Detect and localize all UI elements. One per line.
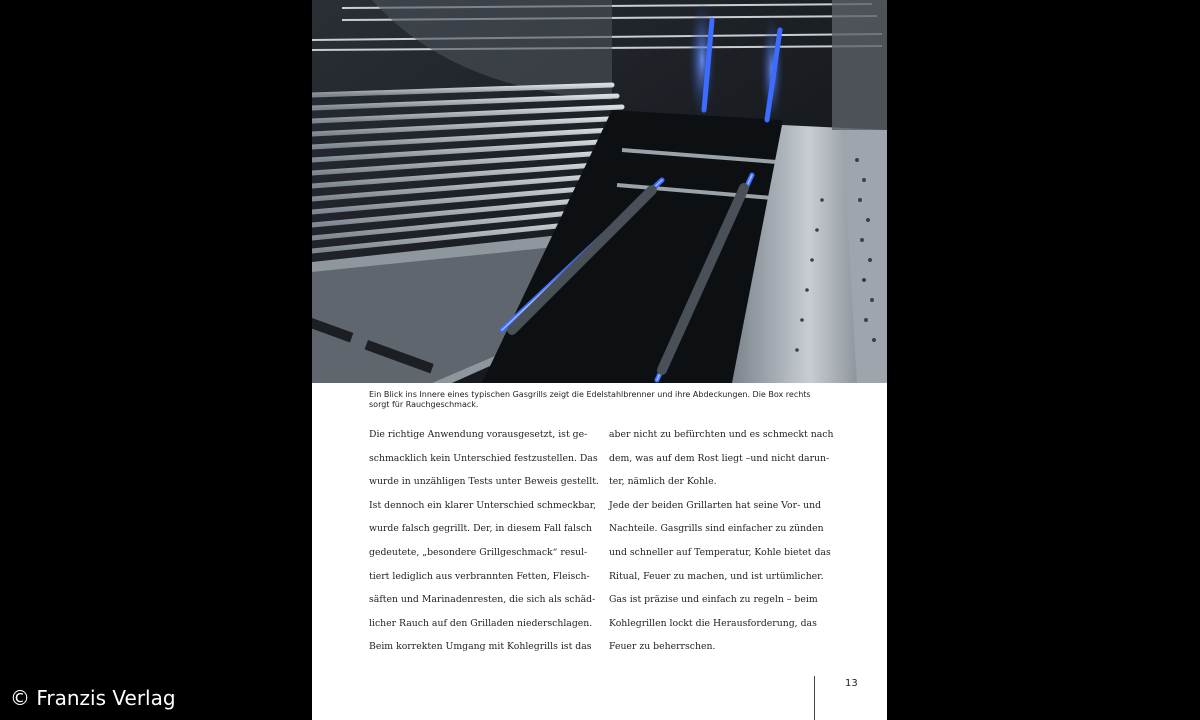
copyright-notice: © Franzis Verlag	[10, 686, 176, 710]
text-line: und schneller auf Temperatur, Kohle bietet das	[609, 546, 831, 558]
text-line: Nachteile. Gasgrills sind einfacher zu zünden	[609, 523, 824, 535]
text-line: wurde in unzähligen Tests unter Beweis gestellt.	[369, 476, 599, 488]
text-line: schmacklich kein Unterschied festzustellen. Das	[369, 452, 598, 464]
text-line: Feuer zu beherrschen.	[609, 641, 716, 653]
text-column-left	[369, 427, 599, 663]
figure-caption: Ein Blick ins Innere eines typischen Gasgrills zeigt die Edelstahlbrenner und ihre Abdeckungen. Die Box rechts sorgt für Rauchgeschmack.	[369, 390, 811, 409]
text-line: wurde falsch gegrillt. Der, in diesem Fall falsch	[369, 523, 592, 535]
text-line: dem, was auf dem Rost liegt –und nicht darun-	[609, 452, 830, 464]
page-number-divider	[814, 676, 815, 720]
text-line: Ritual, Feuer zu machen, und ist urtümlicher.	[609, 570, 824, 582]
page-number: 13	[845, 678, 858, 689]
text-line: Ist dennoch ein klarer Unterschied schmeckbar,	[369, 499, 597, 511]
text-line: licher Rauch auf den Grilladen niederschlagen.	[369, 617, 593, 629]
text-line: tiert lediglich aus verbrannten Fetten, Fleisch-	[369, 570, 590, 582]
book-page	[312, 0, 887, 720]
text-line: ter, nämlich der Kohle.	[609, 476, 717, 488]
text-line: Gas ist präzise und einfach zu regeln – beim	[609, 594, 818, 606]
text-line: gedeutete, „besondere Grillgeschmack“ resul-	[369, 546, 588, 558]
text-line: Beim korrekten Umgang mit Kohlegrills ist das	[369, 641, 592, 653]
text-line: säften und Marinadenresten, die sich als schäd-	[369, 594, 596, 606]
text-line: aber nicht zu befürchten und es schmeckt nach	[609, 429, 834, 440]
text-line: Die richtige Anwendung vorausgesetzt, ist ge-	[369, 429, 588, 440]
text-line: Jede der beiden Grillarten hat seine Vor- und	[609, 499, 822, 511]
grill-photo	[312, 0, 887, 383]
text-line: Kohlegrillen lockt die Herausforderung, das	[609, 617, 817, 629]
text-column-right	[609, 427, 834, 663]
